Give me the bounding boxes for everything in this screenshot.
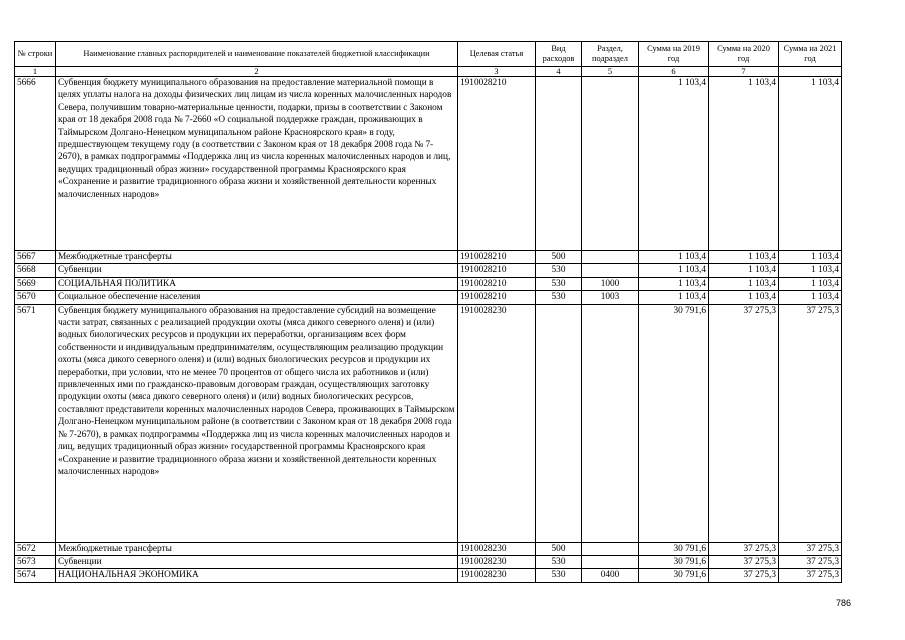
table-row	[15, 251, 842, 264]
row-name: Социальное обеспечение населения	[56, 291, 458, 304]
column-number-8	[779, 67, 842, 77]
row-sum-2020: 37 275,3	[709, 304, 779, 542]
row-target: 1910028230	[458, 304, 536, 542]
table-row	[15, 569, 842, 582]
header-section: Раздел, подраздел	[582, 42, 639, 67]
row-section	[582, 77, 639, 251]
row-name: Субвенции	[56, 264, 458, 277]
row-name: Межбюджетные трансферты	[56, 251, 458, 264]
row-sum-2020: 1 103,4	[709, 251, 779, 264]
column-number-5: 5	[582, 67, 639, 77]
row-name: Межбюджетные трансферты	[56, 542, 458, 555]
row-number: 5668	[15, 264, 56, 277]
row-number: 5671	[15, 304, 56, 542]
row-target: 1910028230	[458, 556, 536, 569]
row-name: НАЦИОНАЛЬНАЯ ЭКОНОМИКА	[56, 569, 458, 582]
table-row	[15, 291, 842, 304]
row-sum-2020: 37 275,3	[709, 556, 779, 569]
row-target: 1910028210	[458, 291, 536, 304]
row-sum-2020: 1 103,4	[709, 77, 779, 251]
column-number-row	[15, 67, 842, 77]
row-name: Субвенции	[56, 556, 458, 569]
row-number: 5672	[15, 542, 56, 555]
row-sum-2021: 37 275,3	[779, 556, 842, 569]
row-number: 5674	[15, 569, 56, 582]
row-exp-type: 500	[536, 542, 582, 555]
row-target: 1910028210	[458, 251, 536, 264]
row-exp-type: 530	[536, 291, 582, 304]
row-sum-2019: 1 103,4	[639, 291, 709, 304]
table-row	[15, 556, 842, 569]
row-sum-2021: 1 103,4	[779, 251, 842, 264]
header-target: Целевая статья	[458, 42, 536, 67]
row-number: 5673	[15, 556, 56, 569]
row-sum-2020: 37 275,3	[709, 542, 779, 555]
row-section	[582, 556, 639, 569]
row-number: 5670	[15, 291, 56, 304]
row-sum-2021: 37 275,3	[779, 569, 842, 582]
row-exp-type	[536, 77, 582, 251]
table-row	[15, 77, 842, 251]
row-sum-2019: 1 103,4	[639, 77, 709, 251]
row-sum-2021: 1 103,4	[779, 77, 842, 251]
column-number-1: 1	[15, 67, 56, 77]
row-number: 5669	[15, 277, 56, 290]
row-exp-type: 530	[536, 569, 582, 582]
table-row	[15, 542, 842, 555]
row-target: 1910028210	[458, 77, 536, 251]
row-sum-2019: 1 103,4	[639, 264, 709, 277]
row-section: 1003	[582, 291, 639, 304]
row-name: Субвенция бюджету муниципального образования на предоставление субсидий на возмещение части затрат, связанных с реализацией продукции охоты (мяса дикого северного оленя) и (или) водных биологических ресурсов и продукции их переработки, организациям всех форм собственности и индивидуальным предпринимателям, осуществляющим реализацию продукции охоты (мяса дикого северного оленя) и (или) водных биологических ресурсов и продукции их переработки, при условии, что не менее 70 процентов от общего числа их работников и (или) привлеченных ими по гражданско-правовым договорам граждан, осуществляющих заготовку продукции охоты (мяса дикого северного оленя) и (или) водных биологических ресурсов, составляют представители коренных малочисленных народов Севера, проживающих в Таймырском Долгано-Ненецком муниципальном районе (в соответствии с Законом края от 18 декабря 2008 года № 7-2670), в рамках подпрограммы «Поддержка лиц из числа коренных малочисленных народов и лиц, ведущих традиционный образ жизни» государственной программы Красноярского края «Сохранение и развитие традиционного образа жизни и хозяйственной деятельности коренных малочисленных народов»	[56, 304, 458, 542]
row-target: 1910028230	[458, 569, 536, 582]
row-target: 1910028210	[458, 264, 536, 277]
row-sum-2020: 1 103,4	[709, 291, 779, 304]
row-exp-type: 530	[536, 277, 582, 290]
row-number: 5667	[15, 251, 56, 264]
table-row	[15, 264, 842, 277]
row-sum-2019: 1 103,4	[639, 277, 709, 290]
column-number-4: 4	[536, 67, 582, 77]
row-sum-2019: 30 791,6	[639, 542, 709, 555]
row-exp-type: 530	[536, 556, 582, 569]
row-sum-2021: 37 275,3	[779, 542, 842, 555]
page-number: 786	[836, 598, 852, 608]
row-name: СОЦИАЛЬНАЯ ПОЛИТИКА	[56, 277, 458, 290]
row-section	[582, 304, 639, 542]
row-number: 5666	[15, 77, 56, 251]
row-sum-2019: 30 791,6	[639, 556, 709, 569]
row-exp-type: 530	[536, 264, 582, 277]
header-exp-type: Вид расходов	[536, 42, 582, 67]
row-section: 0400	[582, 569, 639, 582]
row-section	[582, 251, 639, 264]
table-row	[15, 277, 842, 290]
header-row-no: № строки	[15, 42, 56, 67]
row-sum-2020: 37 275,3	[709, 569, 779, 582]
row-sum-2021: 1 103,4	[779, 291, 842, 304]
header-2020: Сумма на 2020 год	[709, 42, 779, 67]
row-sum-2021: 1 103,4	[779, 277, 842, 290]
column-number-7: 7	[709, 67, 779, 77]
row-exp-type: 500	[536, 251, 582, 264]
row-target: 1910028210	[458, 277, 536, 290]
header-name: Наименование главных распорядителей и наименование показателей бюджетной классификации	[56, 42, 458, 67]
row-section	[582, 542, 639, 555]
row-name: Субвенция бюджету муниципального образования на предоставление материальной помощи в целях уплаты налога на доходы физических лиц лицам из числа коренных малочисленных народов Севера, получившим товарно-материальные ценности, подарки, призы в соответствии с Законом края от 18 декабря 2008 года № 7-2660 «О социальной поддержке граждан, проживающих в Таймырском Долгано-Ненецком муниципальном районе Красноярского края» в году, предшествующем текущему году (в соответствии с Законом края от 18 декабря 2008 года № 7-2670), в рамках подпрограммы «Поддержка лиц из числа коренных малочисленных народов и лиц, ведущих традиционный образ жизни» государственной программы Красноярского края «Сохранение и развитие традиционного образа жизни и хозяйственной деятельности коренных малочисленных народов»	[56, 77, 458, 251]
row-section	[582, 264, 639, 277]
row-sum-2021: 37 275,3	[779, 304, 842, 542]
column-number-2: 2	[56, 67, 458, 77]
row-sum-2019: 30 791,6	[639, 304, 709, 542]
header-2021: Сумма на 2021 год	[779, 42, 842, 67]
row-sum-2021: 1 103,4	[779, 264, 842, 277]
row-sum-2019: 30 791,6	[639, 569, 709, 582]
row-sum-2019: 1 103,4	[639, 251, 709, 264]
row-sum-2020: 1 103,4	[709, 264, 779, 277]
column-number-3: 3	[458, 67, 536, 77]
row-target: 1910028230	[458, 542, 536, 555]
row-exp-type	[536, 304, 582, 542]
header-row	[15, 42, 842, 67]
header-2019: Сумма на 2019 год	[639, 42, 709, 67]
column-number-6: 6	[639, 67, 709, 77]
budget-table	[14, 41, 842, 583]
table-row	[15, 304, 842, 542]
row-section: 1000	[582, 277, 639, 290]
row-sum-2020: 1 103,4	[709, 277, 779, 290]
